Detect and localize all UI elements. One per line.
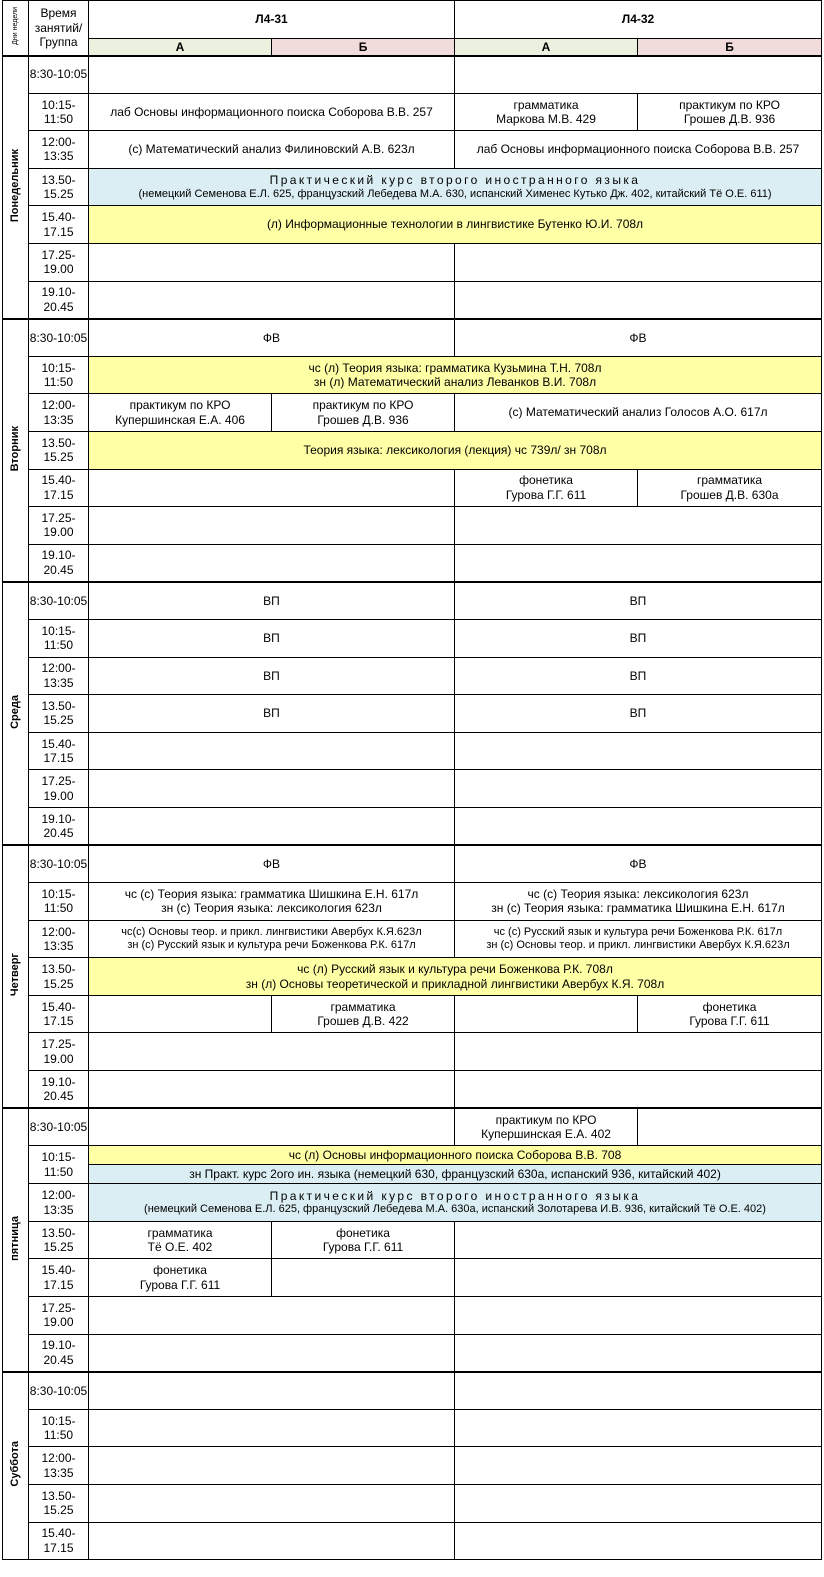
class-cell: [455, 619, 822, 657]
schedule-row: [3, 281, 822, 319]
schedule-row: [3, 356, 822, 394]
class-line: зн (с) Основы теор. и прикл. лингвистики Авербух К.Я.623л: [486, 938, 790, 951]
day-label: Понедельник: [3, 56, 29, 319]
class-line: (немецкий Семенова Е.Л. 625, французский Лебедева М.А. 630а, испанский Золотарева И.В. 936, китайский Тё О.Е. 402): [144, 1203, 766, 1216]
empty-cell: [455, 243, 822, 281]
schedule-row: [3, 1146, 822, 1184]
class-cell: [89, 356, 822, 394]
time-slot: 15.40-17.15: [29, 206, 89, 244]
day-label: Вторник: [3, 319, 29, 582]
class-cell: [89, 695, 455, 733]
class-line: чс(с) Основы теор. и прикл. лингвистики Авербух К.Я.623л: [121, 925, 422, 938]
class-line: фонетика: [702, 999, 757, 1014]
class-cell: [638, 93, 822, 131]
empty-cell: [455, 732, 822, 770]
empty-cell: [455, 770, 822, 808]
class-line: ВП: [629, 668, 647, 683]
empty-cell: [89, 1033, 455, 1071]
empty-cell: [89, 1409, 455, 1447]
class-cell: [89, 657, 455, 695]
empty-cell: [89, 1108, 455, 1146]
schedule-row: [3, 56, 822, 94]
schedule-table: [2, 0, 822, 1560]
schedule-row: [3, 1522, 822, 1560]
time-slot: 19.10-20.45: [29, 281, 89, 319]
time-slot: 15.40-17.15: [29, 469, 89, 507]
class-line: Тё О.Е. 402: [147, 1240, 213, 1255]
class-line: ВП: [263, 631, 280, 645]
schedule-row: [3, 168, 822, 206]
class-line: зн (с) Теория языка: лексикология 623л: [161, 901, 382, 916]
time-slot: 12:00-13:35: [29, 657, 89, 695]
class-line: Купершинская Е.А. 406: [115, 412, 245, 427]
schedule-row: [3, 394, 822, 432]
empty-cell: [89, 507, 455, 545]
time-slot: 13.50-15.25: [29, 1221, 89, 1259]
empty-cell: [455, 1259, 822, 1297]
time-slot: 17.25-19.00: [29, 1297, 89, 1335]
class-line: (немецкий Семенова Е.Л. 625, французский Лебедева М.А. 630, испанский Хименес Кутько Дж. 402, китайский Тё О.Е. 611): [138, 187, 772, 200]
day-label: Суббота: [3, 1372, 29, 1560]
class-line: Грошев Д.В. 936: [683, 111, 776, 126]
class-cell: [455, 394, 822, 432]
class-cell: [89, 206, 822, 244]
class-line: ФВ: [262, 856, 281, 871]
schedule-row: [3, 243, 822, 281]
class-cell: [89, 619, 455, 657]
empty-cell: [455, 1409, 822, 1447]
schedule-row: [3, 1108, 822, 1146]
time-slot: 12:00-13:35: [29, 131, 89, 169]
class-cell: [272, 995, 455, 1033]
class-line: чс (л) Русский язык и культура речи Боженкова Р.К. 708л: [297, 962, 613, 977]
time-slot: 8:30-10:05: [29, 1108, 89, 1146]
class-line: практикум по КРО: [679, 97, 780, 112]
time-slot: 8:30-10:05: [29, 582, 89, 620]
class-line: (л) Информационные технологии в лингвистике Бутенко Ю.И. 708л: [266, 217, 644, 232]
class-line: ВП: [629, 706, 647, 721]
schedule-row: [3, 883, 822, 921]
class-line: фонетика: [336, 1225, 390, 1240]
class-line: чс (с) Теория языка: лексикология 623л: [527, 886, 749, 901]
time-slot: 13.50-15.25: [29, 1484, 89, 1522]
time-slot: 15.40-17.15: [29, 732, 89, 770]
class-line: чс (л) Теория языка: грамматика Кузьмина Т.Н. 708л: [308, 360, 602, 375]
schedule-row: [3, 507, 822, 545]
class-line: Гурова Г.Г. 611: [139, 1277, 221, 1292]
empty-cell: [455, 1484, 822, 1522]
time-slot: 10:15-11:50: [29, 883, 89, 921]
schedule-row: [3, 1033, 822, 1071]
class-line: фонетика: [519, 473, 573, 488]
class-line: Гурова Г.Г. 611: [322, 1240, 404, 1255]
empty-cell: [455, 281, 822, 319]
class-cell: [455, 93, 638, 131]
class-line: ВП: [629, 593, 647, 608]
class-cell: [89, 582, 455, 620]
time-slot: 10:15-11:50: [29, 1146, 89, 1184]
schedule-row: [3, 807, 822, 845]
time-slot: 8:30-10:05: [29, 319, 89, 357]
empty-cell: [455, 807, 822, 845]
empty-cell: [89, 1372, 455, 1410]
class-line: Грошев Д.В. 630а: [680, 487, 779, 502]
class-cell: [89, 920, 455, 958]
class-line: зн Практ. курс 2ого ин. языка (немецкий 630, французский 630а, испанский 936, китайский 402): [89, 1165, 821, 1183]
class-line: Гурова Г.Г. 611: [689, 1014, 770, 1029]
class-line: Практический курс второго иностранного языка: [269, 1188, 641, 1203]
class-line: ВП: [263, 593, 280, 608]
schedule-row: [3, 319, 822, 357]
time-slot: 8:30-10:05: [29, 1372, 89, 1410]
class-cell: [89, 168, 822, 206]
class-line: зн (с) Теория языка: грамматика Шишкина Е.Н. 617л: [491, 901, 785, 916]
empty-cell: [89, 281, 455, 319]
empty-cell: [89, 770, 455, 808]
schedule-row: [3, 1259, 822, 1297]
empty-cell: [455, 1522, 822, 1560]
empty-cell: [89, 1334, 455, 1372]
subgroup-header: А: [455, 39, 638, 56]
empty-cell: [455, 544, 822, 582]
schedule-row: [3, 469, 822, 507]
schedule-row: [3, 695, 822, 733]
schedule-row: [3, 431, 822, 469]
class-cell: [89, 883, 455, 921]
class-cell: [455, 883, 822, 921]
class-cell: [89, 131, 455, 169]
class-cell: [455, 845, 822, 883]
class-line: ВП: [263, 706, 280, 721]
class-line: Практический курс второго иностранного языка: [269, 173, 641, 188]
empty-cell: [89, 1522, 455, 1560]
class-line: Гурова Г.Г. 611: [505, 487, 587, 502]
class-cell: [89, 93, 455, 131]
time-slot: 19.10-20.45: [29, 1334, 89, 1372]
schedule-row: [3, 657, 822, 695]
empty-cell: [455, 1221, 822, 1259]
time-slot: 13.50-15.25: [29, 958, 89, 996]
day-label: Среда: [3, 582, 29, 845]
class-cell: [272, 1221, 455, 1259]
class-cell: [89, 1184, 822, 1222]
schedule-row: [3, 1184, 822, 1222]
class-cell: [89, 431, 822, 469]
empty-cell: [455, 1071, 822, 1109]
time-slot: 17.25-19.00: [29, 243, 89, 281]
empty-cell: [89, 544, 455, 582]
class-line: Грошев Д.В. 936: [317, 412, 409, 427]
time-slot: 17.25-19.00: [29, 770, 89, 808]
class-cell: [89, 394, 272, 432]
class-line: (с) Математический анализ Филиновский А.В. 623л: [128, 142, 415, 157]
time-slot: 12:00-13:35: [29, 394, 89, 432]
class-cell: [455, 131, 822, 169]
time-slot: 19.10-20.45: [29, 544, 89, 582]
empty-cell: [638, 1108, 822, 1146]
schedule-row: [3, 1372, 822, 1410]
class-line: грамматика: [513, 97, 579, 112]
schedule-row: [3, 845, 822, 883]
class-line: Теория языка: лексикология (лекция) чс 739л/ зн 708л: [303, 443, 607, 458]
empty-cell: [455, 995, 638, 1033]
schedule-row: [3, 93, 822, 131]
time-slot: 15.40-17.15: [29, 1259, 89, 1297]
class-cell: [638, 469, 822, 507]
class-line: ФВ: [629, 330, 647, 345]
group-header-2: Л4-32: [455, 1, 822, 39]
empty-cell: [89, 1484, 455, 1522]
class-cell: [455, 1108, 638, 1146]
time-slot: 8:30-10:05: [29, 845, 89, 883]
day-label: Четверг: [3, 845, 29, 1108]
time-slot: 19.10-20.45: [29, 807, 89, 845]
empty-cell: [455, 507, 822, 545]
class-line: фонетика: [153, 1263, 207, 1278]
subgroup-header: А: [89, 39, 272, 56]
empty-cell: [89, 56, 455, 94]
class-cell: [89, 1146, 822, 1184]
empty-cell: [89, 243, 455, 281]
class-line: ВП: [263, 668, 280, 683]
class-line: ВП: [629, 631, 647, 645]
schedule-row: [3, 1297, 822, 1335]
schedule-row: [3, 958, 822, 996]
group-header-1: Л4-31: [89, 1, 455, 39]
schedule-row: [3, 920, 822, 958]
time-slot: 10:15-11:50: [29, 93, 89, 131]
class-cell: [89, 319, 455, 357]
empty-cell: [455, 56, 822, 94]
class-line: Грошев Д.В. 422: [317, 1014, 409, 1029]
class-line: лаб Основы информационного поиска Соборова В.В. 257: [110, 104, 433, 119]
schedule-row: [3, 1447, 822, 1485]
schedule-row: [3, 131, 822, 169]
schedule-row: [3, 1484, 822, 1522]
time-slot: 10:15-11:50: [29, 619, 89, 657]
time-slot: 12:00-13:35: [29, 920, 89, 958]
time-column-header: Время занятий/ Группа: [29, 1, 89, 56]
class-line: зн (с) Русский язык и культура речи Боженкова Р.К. 617л: [127, 938, 416, 951]
schedule-row: [3, 770, 822, 808]
class-cell: [455, 582, 822, 620]
schedule-row: [3, 1334, 822, 1372]
empty-cell: [455, 1334, 822, 1372]
time-slot: 13.50-15.25: [29, 431, 89, 469]
class-cell: [89, 845, 455, 883]
class-line: грамматика: [696, 473, 763, 488]
time-slot: 10:15-11:50: [29, 1409, 89, 1447]
schedule-row: [3, 619, 822, 657]
class-line: практикум по КРО: [129, 398, 231, 413]
empty-cell: [455, 1447, 822, 1485]
day-label: пятница: [3, 1108, 29, 1372]
class-cell: [455, 920, 822, 958]
time-slot: 17.25-19.00: [29, 507, 89, 545]
empty-cell: [272, 1259, 455, 1297]
class-line: зн (л) Основы теоретической и прикладной лингвистики Авербух К.Я. 708л: [245, 976, 665, 991]
empty-cell: [89, 732, 455, 770]
class-line: чс (с) Теория языка: грамматика Шишкина Е.Н. 617л: [124, 886, 419, 901]
empty-cell: [89, 469, 455, 507]
empty-cell: [455, 1372, 822, 1410]
schedule-row: [3, 1221, 822, 1259]
class-line: чс (л) Основы информационного поиска Соборова В.В. 708: [89, 1146, 821, 1165]
time-slot: 17.25-19.00: [29, 1033, 89, 1071]
empty-cell: [89, 995, 272, 1033]
schedule-row: [3, 582, 822, 620]
class-cell: [272, 394, 455, 432]
schedule-row: [3, 206, 822, 244]
class-line: чс (с) Русский язык и культура речи Боженкова Р.К. 617л: [493, 925, 783, 938]
time-slot: 10:15-11:50: [29, 356, 89, 394]
class-line: грамматика: [330, 999, 396, 1014]
schedule-row: [3, 995, 822, 1033]
schedule-row: [3, 1071, 822, 1109]
time-slot: 15.40-17.15: [29, 995, 89, 1033]
class-line: (с) Математический анализ Голосов А.О. 617л: [508, 405, 768, 420]
time-slot: 19.10-20.45: [29, 1071, 89, 1109]
time-slot: 15.40-17.15: [29, 1522, 89, 1560]
empty-cell: [89, 807, 455, 845]
days-column-header: Дни недели: [3, 1, 29, 56]
class-cell: [89, 1259, 272, 1297]
time-slot: 12:00-13:35: [29, 1184, 89, 1222]
class-cell: [455, 319, 822, 357]
empty-cell: [455, 1033, 822, 1071]
class-cell: [89, 1221, 272, 1259]
class-cell: [455, 695, 822, 733]
schedule-row: [3, 732, 822, 770]
empty-cell: [89, 1297, 455, 1335]
class-line: лаб Основы информационного поиска Соборова В.В. 257: [476, 142, 800, 157]
subgroup-header: Б: [272, 39, 455, 56]
class-line: ФВ: [629, 856, 647, 871]
class-cell: [89, 958, 822, 996]
class-line: практикум по КРО: [495, 1112, 597, 1127]
class-cell: [455, 657, 822, 695]
class-line: грамматика: [147, 1225, 213, 1240]
time-slot: 12:00-13:35: [29, 1447, 89, 1485]
empty-cell: [89, 1447, 455, 1485]
class-line: ФВ: [262, 330, 281, 345]
time-slot: 8:30-10:05: [29, 56, 89, 94]
empty-cell: [89, 1071, 455, 1109]
schedule-row: [3, 544, 822, 582]
class-cell: [455, 469, 638, 507]
class-line: Купершинская Е.А. 402: [481, 1127, 611, 1142]
time-slot: 13.50-15.25: [29, 695, 89, 733]
empty-cell: [455, 1297, 822, 1335]
class-line: зн (л) Математический анализ Леванков В.И. 708л: [313, 375, 597, 390]
time-slot: 13.50-15.25: [29, 168, 89, 206]
class-line: Маркова М.В. 429: [496, 111, 596, 126]
subgroup-header: Б: [638, 39, 822, 56]
class-cell: [638, 995, 822, 1033]
class-line: практикум по КРО: [312, 398, 414, 413]
schedule-row: [3, 1409, 822, 1447]
